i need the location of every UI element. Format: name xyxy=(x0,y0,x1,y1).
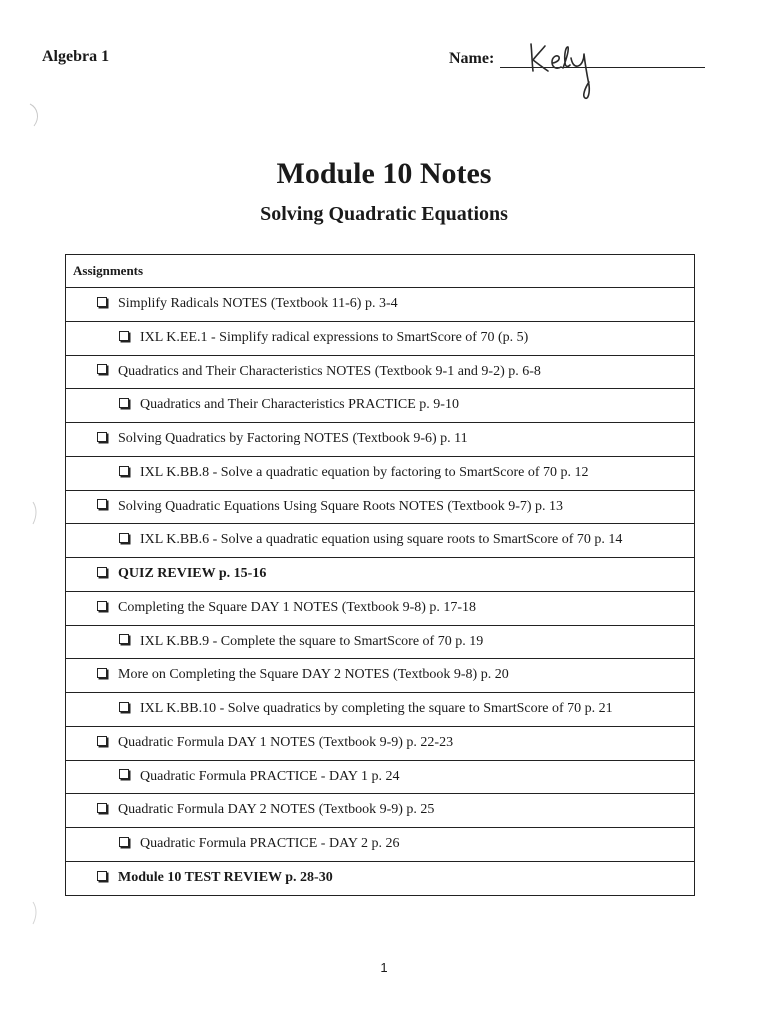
assignment-text: IXL K.EE.1 - Simplify radical expressions to SmartScore of 70 (p. 5) xyxy=(140,329,529,345)
assignment-text: Quadratic Formula DAY 2 NOTES (Textbook 9-9) p. 25 xyxy=(118,802,435,818)
name-label: Name: xyxy=(449,50,495,67)
assignment-row xyxy=(66,457,694,491)
assignment-text: Solving Quadratic Equations Using Square Roots NOTES (Textbook 9-7) p. 13 xyxy=(118,498,564,514)
assignment-text: More on Completing the Square DAY 2 NOTES (Textbook 9-8) p. 20 xyxy=(118,667,509,683)
checkbox-icon[interactable] xyxy=(119,634,129,644)
assignment-row xyxy=(66,626,694,660)
page-subtitle: Solving Quadratic Equations xyxy=(260,203,508,225)
checkbox-icon[interactable] xyxy=(119,702,129,712)
assignment-row xyxy=(66,659,694,693)
table-rows xyxy=(66,288,694,895)
checkbox-icon[interactable] xyxy=(119,331,129,341)
assignment-text: IXL K.BB.8 - Solve a quadratic equation by factoring to SmartScore of 70 p. 12 xyxy=(140,464,589,480)
assignment-text: QUIZ REVIEW p. 15-16 xyxy=(118,566,267,581)
assignment-row xyxy=(66,592,694,626)
scan-mark xyxy=(30,500,40,526)
scan-mark xyxy=(28,100,44,130)
scan-mark xyxy=(30,900,40,926)
course-label: Algebra 1 xyxy=(42,48,110,65)
assignment-row xyxy=(66,356,694,390)
assignment-row xyxy=(66,423,694,457)
assignment-text: Quadratics and Their Characteristics PRACTICE p. 9-10 xyxy=(140,397,459,413)
assignment-text: IXL K.BB.9 - Complete the square to SmartScore of 70 p. 19 xyxy=(140,633,484,649)
assignment-row xyxy=(66,828,694,862)
assignment-row xyxy=(66,491,694,525)
assignment-text: Quadratic Formula PRACTICE - DAY 2 p. 26 xyxy=(140,836,400,851)
checkbox-icon[interactable] xyxy=(97,364,107,374)
assignment-row xyxy=(66,862,694,895)
assignment-text: Quadratic Formula PRACTICE - DAY 1 p. 24 xyxy=(140,768,400,784)
assignment-text: IXL K.BB.6 - Solve a quadratic equation using square roots to SmartScore of 70 p. 14 xyxy=(140,532,623,548)
page-number: 1 xyxy=(380,960,388,975)
assignment-text: Simplify Radicals NOTES (Textbook 11-6) p. 3-4 xyxy=(118,296,398,311)
assignment-text: Completing the Square DAY 1 NOTES (Textbook 9-8) p. 17-18 xyxy=(118,599,477,615)
assignment-row xyxy=(66,524,694,558)
assignment-text: Solving Quadratics by Factoring NOTES (Textbook 9-6) p. 11 xyxy=(118,431,468,446)
assignment-row xyxy=(66,322,694,356)
assignment-row xyxy=(66,761,694,795)
assignment-row xyxy=(66,693,694,727)
checkbox-icon[interactable] xyxy=(97,668,107,678)
checkbox-icon[interactable] xyxy=(97,499,107,509)
checkbox-icon[interactable] xyxy=(97,297,107,307)
assignment-row xyxy=(66,288,694,322)
table-header: Assignments xyxy=(66,255,694,288)
assignment-text: Quadratic Formula DAY 1 NOTES (Textbook 9-9) p. 22-23 xyxy=(118,734,454,750)
checkbox-icon[interactable] xyxy=(119,466,129,476)
assignment-row xyxy=(66,389,694,423)
checkbox-icon[interactable] xyxy=(97,871,107,881)
assignment-row xyxy=(66,727,694,761)
checkbox-icon[interactable] xyxy=(97,601,107,611)
handwritten-name-signature xyxy=(505,30,615,110)
assignment-text: Quadratics and Their Characteristics NOTES (Textbook 9-1 and 9-2) p. 6-8 xyxy=(118,363,541,379)
checkbox-icon[interactable] xyxy=(97,803,107,813)
checkbox-icon[interactable] xyxy=(97,736,107,746)
checkbox-icon[interactable] xyxy=(119,769,129,779)
checkbox-icon[interactable] xyxy=(119,533,129,543)
assignment-row xyxy=(66,794,694,828)
checkbox-icon[interactable] xyxy=(119,398,129,408)
assignment-row xyxy=(66,558,694,592)
checkbox-icon[interactable] xyxy=(97,567,107,577)
page-title: Module 10 Notes xyxy=(276,157,492,190)
assignments-table xyxy=(65,254,695,896)
checkbox-icon[interactable] xyxy=(119,837,129,847)
assignment-text: IXL K.BB.10 - Solve quadratics by completing the square to SmartScore of 70 p. 21 xyxy=(140,701,613,716)
checkbox-icon[interactable] xyxy=(97,432,107,442)
assignment-text: Module 10 TEST REVIEW p. 28-30 xyxy=(118,869,333,885)
